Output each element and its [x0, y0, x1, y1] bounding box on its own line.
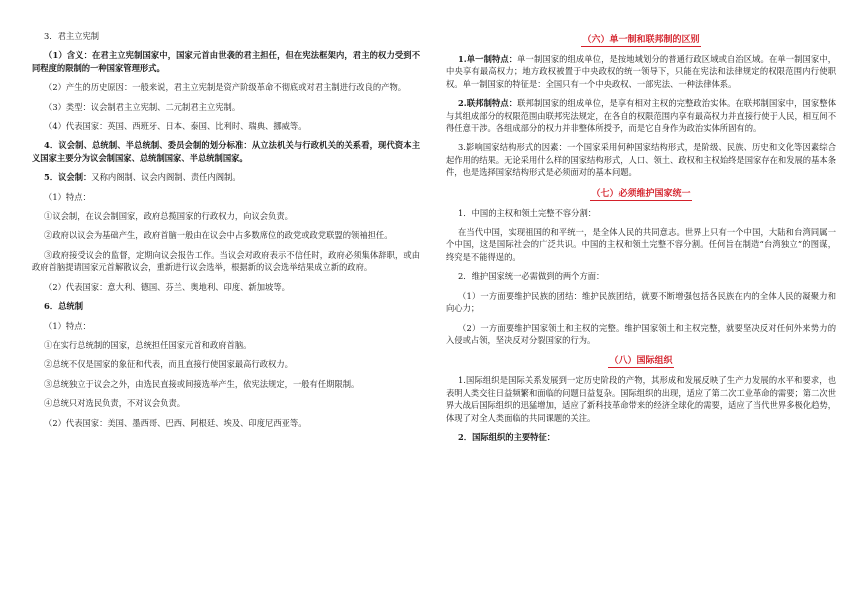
paragraph-feature-c: ③政府接受议会的监督，定期向议会报告工作。当议会对政府表示不信任时，政府必须集体辞职，或由政府首脑提请国家元首解散议会，重新进行议会选举，根据新的议会选举结果成立新的政府。 [32, 249, 420, 273]
section-title-6 [446, 32, 836, 45]
paragraph-pres-b: ②总统不仅是国家的象征和代表，而且直接行使国家最高行政权力。 [44, 359, 293, 370]
paragraph-features-2: （1）特点： [44, 320, 91, 331]
paragraph-unitary [446, 53, 836, 90]
paragraph-federal [446, 97, 836, 134]
heading-presidential: 6．总统制 [44, 301, 83, 312]
definition-label: （1）含义： [44, 50, 92, 61]
parliamentary-label: 5．议会制： [44, 172, 92, 183]
section-title-7 [446, 186, 836, 199]
paragraph-unity-1: （1）一方面要维护民族的团结：维护民族团结，就要不断增强包括各民族在内的全体人民的凝聚力和向心力； [446, 290, 836, 314]
section-title-7-text: （七）必须维护国家统一 [591, 188, 691, 199]
paragraph-unity-2: （2）一方面要维护国家领土和主权的完整。维护国家领土和主权完整，就要坚决反对任何外来势力的入侵或占领，坚决反对分裂国家的行为。 [446, 322, 836, 345]
paragraph-pres-c: ③总统独立于议会之外，由选民直接或间接选举产生，依宪法规定，一般有任期限制。 [44, 378, 360, 389]
right-column [446, 30, 836, 450]
paragraph-intl-features: 2．国际组织的主要特征： [458, 431, 556, 442]
paragraph-countries-2: （2）代表国家：意大利、德国、芬兰、奥地利、印度、新加坡等。 [44, 281, 290, 292]
paragraph-types: （3）类型：议会制君主立宪制、二元制君主立宪制。 [44, 101, 241, 112]
heading-constitutional-monarchy: 3．君主立宪制 [44, 31, 100, 41]
paragraph-countries-3: （2）代表国家：美国、墨西哥、巴西、阿根廷、埃及、印度尼西亚等。 [44, 417, 307, 428]
paragraph-pres-d: ④总统只对选民负责，不对议会负责。 [44, 398, 186, 409]
parliamentary-text: 又称内阁制、议会内阁制、责任内阁制。 [91, 172, 241, 183]
paragraph-unity-heading: 2．维护国家统一必需做到的两个方面： [458, 271, 605, 282]
paragraph-sovereignty: 在当代中国，实现祖国的和平统一，是全体人民的共同意志。世界上只有一个中国，大陆和台湾同属一个中国，这是国际社会的广泛共识。中国的主权和领土完整不容分割。任何旨在制造“台湾独立”的图谋，终究是不能得逞的。 [446, 227, 836, 262]
unitary-text: 单一制国家的组成单位，是按地域划分的普通行政区域或自治区域。在单一制国家中，中央享有最高权力；地方政权被置于中央政权的统一领导下，只能在宪法和法律规定的权限范围内行使职权。单一制国家的特征是：全国只有一个中央政权、一部宪法、一种法律体系。 [446, 54, 836, 89]
paragraph-intl-org: 1.国际组织是国际关系发展到一定历史阶段的产物，其形成和发展反映了生产力发展的水平和要求，也表明人类交往日益频繁和面临的问题日益复杂。国际组织的出现，适应了第二次工业革命的需要；第二次世界大战后国际组织的迅猛增加，适应了新科技革命带来的经济全球化的需要，适应了当代世界多极化趋势，体现了对全人类面临的共同课题的关注。 [446, 375, 836, 423]
left-column [32, 30, 420, 436]
section-title-6-text: （六）单一制和联邦制的区别 [582, 35, 700, 45]
unitary-label: 1.单一制特点： [458, 54, 518, 64]
paragraph-sovereignty-heading: 1．中国的主权和领土完整不容分割： [458, 207, 597, 218]
paragraph-pres-a: ①在实行总统制的国家，总统担任国家元首和政府首脑。 [44, 339, 252, 350]
federal-label: 2.联邦制特点： [458, 98, 518, 109]
section-title-8 [446, 353, 836, 366]
paragraph-definition [32, 49, 420, 74]
paragraph-parliamentary [32, 171, 420, 183]
definition-text: 在君主立宪制国家中，国家元首由世袭的君主担任，但在宪法框架内，君主的权力受到不同程度的限制的一种国家管理形式。 [32, 50, 420, 73]
paragraph-feature-a: ①议会制，在议会制国家，政府总揽国家的行政权力，向议会负责。 [44, 211, 293, 222]
paragraph-countries: （4）代表国家：英国、西班牙、日本、泰国、比利时、瑞典、挪威等。 [44, 121, 307, 132]
paragraph-feature-b: ②政府以议会为基础产生，政府首脑一般由在议会中占多数席位的政党或政党联盟的领袖担任。 [44, 230, 393, 241]
paragraph-origin: （2）产生的历史原因：一般来说，君主立宪制是资产阶级革命不彻底或对君主制进行改良的产物。 [44, 82, 407, 93]
paragraph-features-1: （1）特点： [44, 191, 91, 202]
paragraph-factors: 3.影响国家结构形式的因素：一个国家采用何种国家结构形式，是阶级、民族、历史和文化等因素综合起作用的结果。无论采用什么样的国家结构形式，人口、领土、政权和主权始终是国家存在和发展的基本条件，也是选择国家结构形式是必须面对的基本问题。 [446, 142, 836, 178]
federal-text: 联邦制国家的组成单位，是享有相对主权的完整政治实体。在联邦制国家中，国家整体与其组成部分的权限范围由联邦宪法规定，在各自的权限范围内享有最高权力并直接行使于人民，相互间不得任意干涉。各组成部分的权力并非整体所授予，而是它自身作为政治实体所固有的。 [446, 98, 836, 134]
paragraph-classification: 4．议会制、总统制、半总统制、委员会制的划分标准：从立法机关与行政机关的关系看，现代资本主义国家主要分为议会制国家、总统制国家、半总统制国家。 [32, 140, 420, 163]
section-title-8-text: （八）国际组织 [609, 356, 673, 367]
